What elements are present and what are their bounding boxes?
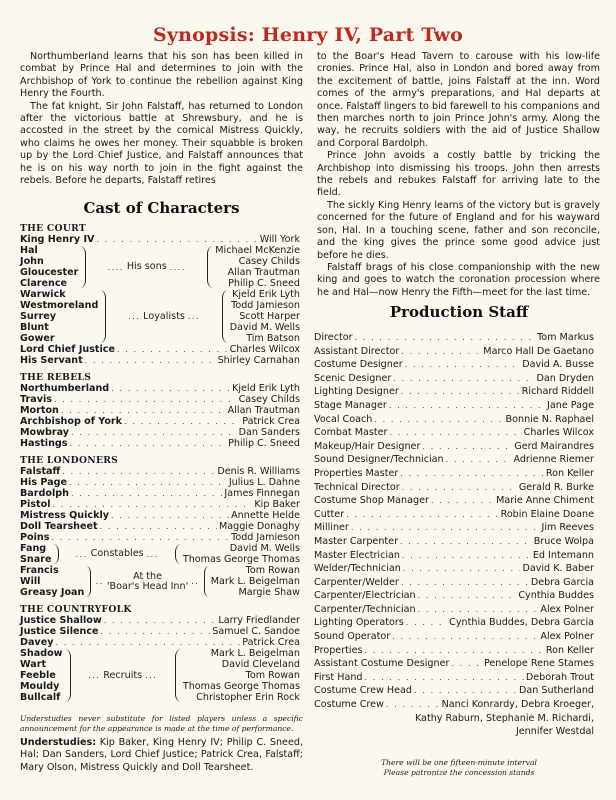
- staff-role: Carpenter/Technician: [314, 603, 416, 615]
- staff-role: Director: [314, 332, 353, 343]
- staff-row: [314, 494, 594, 508]
- role: Pistol: [20, 499, 51, 510]
- staff-role: Scenic Designer: [314, 372, 392, 384]
- dot-leader: [96, 234, 257, 245]
- role: Wart: [20, 659, 47, 670]
- dot-leader: [61, 405, 226, 416]
- dot-leader: [124, 416, 240, 427]
- role: Snare: [20, 554, 52, 565]
- staff-name: Cynthia Buddes, Debra Garcia: [449, 617, 594, 629]
- staff-row: [314, 453, 594, 467]
- staff-name: Adrienne Riemer: [513, 454, 594, 466]
- staff-role: Costume Crew Head: [314, 685, 413, 697]
- role: Poins: [20, 532, 50, 543]
- actor: Thomas George Thomas: [182, 681, 300, 692]
- actor: Patrick Crea: [242, 637, 300, 648]
- role: Bullcalf: [20, 692, 61, 703]
- staff-role: Technical Director: [314, 481, 400, 493]
- actor: Philip C. Sneed: [228, 438, 300, 449]
- staff-row: [314, 467, 594, 481]
- cast-row: [20, 438, 300, 449]
- staff-row: [314, 481, 594, 495]
- role: Warwick: [20, 289, 66, 300]
- right-brace-icon: [53, 544, 59, 564]
- dot-leader: [389, 426, 521, 440]
- role: Francis: [20, 565, 59, 576]
- staff-name: Charles Wilcox: [523, 427, 594, 439]
- staff-role: Lighting Designer: [314, 386, 399, 398]
- role: Falstaff: [20, 466, 61, 477]
- synopsis-paragraph: The fat knight, Sir John Falstaff, has returned to London after the victorious battle at Shrewsbury, and he is accosted in the street by the comical Mistress Quickly, who claims he owes her money. Their squabble is broken up by the Lord Chief Justice, and Falstaff announces that he is on his way north to join in the fight against the rebels. Before he departs, Falstaff retires: [20, 100, 303, 187]
- staff-row: [314, 508, 594, 522]
- staff-name: Ed Intemann: [532, 549, 594, 561]
- role: Morton: [20, 405, 59, 416]
- cast-row: [20, 416, 300, 427]
- role: Shadow: [20, 648, 63, 659]
- dot-leader: [392, 630, 538, 644]
- dot-leader: [401, 345, 481, 359]
- actor: Todd Jamieson: [231, 300, 300, 311]
- staff-role: Assistant Director: [314, 345, 400, 357]
- cast-row: [20, 405, 300, 416]
- role: Clarence: [20, 278, 68, 289]
- staff-role: Master Carpenter: [314, 535, 399, 547]
- group-heading-londoners: THE LONDONERS: [20, 455, 119, 466]
- synopsis-paragraph: The sickly King Henry learns of the victory but is gravely concerned for the future of England and for his wayward son, Hal. In a touching scene, father and son reconcile, and the king gives the prince some good advice just before he dies.: [317, 199, 600, 261]
- dot-leader: [111, 510, 229, 521]
- staff-name: Jim Reeves: [541, 522, 594, 534]
- cast-row: [20, 521, 300, 532]
- role: Blunt: [20, 322, 49, 333]
- staff-name: Richard Riddell: [521, 386, 594, 398]
- staff-title: Production Staff: [389, 303, 529, 321]
- cast-row: [20, 499, 300, 510]
- staff-name: Ron Keller: [545, 467, 594, 479]
- bracket-group-sons: [20, 245, 300, 289]
- actor: James Finnegan: [224, 488, 300, 499]
- production-staff-list: [314, 331, 594, 739]
- left-brace-icon: [207, 246, 213, 288]
- staff-name: Penelope Rene Stames: [483, 658, 594, 670]
- understudies-label: Understudies:: [20, 737, 97, 748]
- staff-role: Milliner: [314, 522, 349, 534]
- cast-row: [20, 383, 300, 394]
- role: John: [20, 256, 44, 267]
- staff-name: Deborah Trout: [525, 671, 594, 683]
- staff-name: Cynthia Buddes: [518, 590, 594, 602]
- role: Fang: [20, 543, 47, 554]
- role: Hal: [20, 245, 38, 256]
- dot-leader: [85, 355, 216, 366]
- staff-name: Marco Hall De Gaetano: [483, 345, 594, 357]
- page-title: Synopsis: Henry IV, Part Two: [153, 24, 463, 46]
- staff-row: [314, 399, 594, 413]
- cast-row: [20, 466, 300, 477]
- staff-row: [314, 562, 594, 576]
- dot-leader: [101, 626, 211, 637]
- role: Will: [20, 576, 41, 587]
- staff-name-continued: Kathy Raburn, Stephanie M. Richardi,: [414, 712, 594, 724]
- dot-leader: [71, 427, 237, 438]
- dot-leader: [100, 521, 217, 532]
- left-brace-icon: [175, 649, 181, 702]
- synopsis-paragraph: Northumberland learns that his son has been killed in combat by Prince Hal and determines to join with the Archbishop of York to continue the rebellion against King Henry the Fourth.: [20, 51, 303, 100]
- actor: Julius L. Dahne: [228, 477, 300, 488]
- left-brace-icon: [222, 290, 228, 343]
- group-heading-rebels: THE REBELS: [20, 372, 92, 383]
- actor: Charles Wilcox: [229, 344, 300, 355]
- actor: Tom Rowan: [245, 670, 300, 681]
- dot-leader: [451, 657, 482, 671]
- dot-leader: [104, 615, 217, 626]
- staff-role: First Hand: [314, 671, 363, 683]
- actor: Patrick Crea: [242, 416, 300, 427]
- staff-role: Vocal Coach: [314, 413, 373, 425]
- right-brace-icon: [65, 649, 71, 702]
- staff-row: [314, 657, 594, 671]
- actor: Tom Rowan: [245, 565, 300, 576]
- dot-leader: [117, 344, 228, 355]
- actor: Will York: [259, 234, 300, 245]
- staff-row: [314, 535, 594, 549]
- dot-leader: [346, 508, 498, 522]
- staff-name: Gerald R. Burke: [518, 481, 594, 493]
- staff-name: Gerd Mairandres: [514, 440, 594, 452]
- dot-leader: [403, 562, 521, 576]
- actor: Samuel C. Sandoe: [212, 626, 300, 637]
- actor: Mark L. Beigelman: [210, 648, 300, 659]
- staff-role: Combat Master: [314, 427, 388, 439]
- staff-name: Marie Anne Chiment: [496, 495, 594, 507]
- cast-row: [20, 637, 300, 648]
- role: His Servant: [20, 355, 83, 366]
- left-brace-icon: [204, 566, 208, 597]
- actor: David Cleveland: [221, 659, 300, 670]
- cast-row: [20, 427, 300, 438]
- role: Archbishop of York: [20, 416, 123, 427]
- dot-leader: [365, 671, 524, 685]
- bracket-group-boars-head-inn: [20, 565, 300, 598]
- synopsis-paragraph: Falstaff brags of his close companionship with the new king and goes to watch the coronation procession where he and Hal—now Henry the Fifth—meet for the last time.: [317, 261, 600, 298]
- role: King Henry IV: [20, 234, 95, 245]
- understudies-list: [20, 737, 303, 774]
- dot-leader: [70, 438, 227, 449]
- dot-leader: [418, 603, 539, 617]
- staff-row: [314, 630, 594, 644]
- dot-leader: [402, 549, 531, 563]
- role: His Page: [20, 477, 67, 488]
- staff-role: Sound Operator: [314, 631, 391, 643]
- role: Justice Silence: [20, 626, 99, 637]
- dot-leader: [422, 440, 512, 454]
- role: Feeble: [20, 670, 56, 681]
- actor: Philip C. Sneed: [228, 278, 300, 289]
- actor: Dan Sanders: [238, 427, 300, 438]
- role: Travis: [20, 394, 52, 405]
- dot-leader: [393, 372, 534, 386]
- role: Westmoreland: [20, 300, 99, 311]
- staff-role: Costume Shop Manager: [314, 495, 429, 507]
- staff-name: Dan Sutherland: [519, 685, 594, 697]
- actor: Mark L. Beigelman: [210, 576, 300, 587]
- staff-role: Assistant Costume Designer: [314, 658, 450, 670]
- actor: Casey Childs: [238, 394, 300, 405]
- dot-leader: [374, 413, 503, 427]
- staff-name: Tom Markus: [537, 332, 594, 343]
- actor: David M. Wells: [229, 322, 300, 333]
- staff-role: Costume Designer: [314, 359, 403, 371]
- cast-row: [20, 510, 300, 521]
- cast-row: [20, 344, 300, 355]
- staff-name: Debra Garcia: [530, 576, 594, 588]
- staff-role: Welder/Technician: [314, 563, 401, 575]
- staff-name: Bruce Wolpa: [533, 535, 594, 547]
- cast-row: [20, 532, 300, 543]
- dot-leader: [355, 331, 536, 345]
- dot-leader: [69, 477, 227, 488]
- dot-leader: [351, 521, 540, 535]
- staff-role: Lighting Operators: [314, 617, 404, 629]
- staff-name: Jane Page: [547, 399, 594, 411]
- dot-leader: [62, 466, 215, 477]
- staff-role: Costume Crew: [314, 699, 384, 711]
- actor: Denis R. Williams: [217, 466, 300, 477]
- understudies-text: Kip Baker, King Henry IV; Philip C. Sneed, Hal; Dan Sanders, Lord Chief Justice; Patrick Crea, Falstaff; Mary Olson, Mistress Quickly and Doll Tearsheet.: [20, 737, 303, 773]
- staff-row: [314, 426, 594, 440]
- group-label: ... Recruits ...: [88, 669, 158, 681]
- role: Gloucester: [20, 267, 79, 278]
- role: Justice Shallow: [20, 615, 102, 626]
- bracket-group-recruits: [20, 648, 300, 703]
- staff-role: Makeup/Hair Designer: [314, 440, 421, 452]
- role: Lord Chief Justice: [20, 344, 116, 355]
- staff-row: [314, 644, 594, 658]
- actor: Todd Jamieson: [231, 532, 300, 543]
- right-brace-icon: [100, 290, 106, 343]
- role: Surrey: [20, 311, 56, 322]
- group-heading-countryfolk: THE COUNTRYFOLK: [20, 604, 132, 615]
- dot-leader: [51, 532, 229, 543]
- group-label: .... His sons ....: [107, 261, 186, 272]
- actor: Thomas George Thomas: [182, 554, 300, 565]
- interval-note: There will be one fifteen-minute interval Please patronize the concession stands: [381, 758, 537, 777]
- staff-row: [314, 616, 594, 630]
- cast-row: [20, 234, 300, 245]
- cast-row: [20, 615, 300, 626]
- staff-role: Carpenter/Welder: [314, 576, 399, 588]
- dot-leader: [405, 358, 521, 372]
- dot-leader: [364, 644, 543, 658]
- staff-role: Master Electrician: [314, 549, 400, 561]
- dot-leader: [71, 488, 222, 499]
- dot-leader: [400, 467, 544, 481]
- actor: Annette Helde: [231, 510, 300, 521]
- synopsis-paragraph: Prince John avoids a costly battle by tricking the Archbishop into dismissing his troops. John then arrests the rebels and rebukes Falstaff for arriving late to the field.: [317, 150, 600, 199]
- dot-leader: [446, 453, 512, 467]
- actor: David M. Wells: [229, 543, 300, 554]
- group-heading-court: THE COURT: [20, 223, 87, 234]
- right-brace-icon: [80, 246, 86, 288]
- staff-row: [314, 385, 594, 399]
- dot-leader: [54, 394, 237, 405]
- role: Greasy Joan: [20, 587, 85, 598]
- cast-row: [20, 394, 300, 405]
- actor: Kjeld Erik Lyth: [232, 289, 300, 300]
- dot-leader: [386, 698, 440, 712]
- cast-row: [20, 477, 300, 488]
- staff-name: Alex Polner: [540, 603, 594, 615]
- dot-leader: [401, 385, 520, 399]
- staff-role: Carpenter/Electrician: [314, 590, 416, 602]
- staff-row: [314, 576, 594, 590]
- staff-row: [314, 549, 594, 563]
- staff-row: [314, 603, 594, 617]
- bracket-group-loyalists: [20, 289, 300, 344]
- right-brace-icon: [86, 566, 90, 597]
- dot-leader: [401, 576, 529, 590]
- actor: Casey Childs: [238, 256, 300, 267]
- dot-leader: [406, 616, 447, 630]
- staff-name: Alex Polner: [540, 631, 594, 643]
- left-brace-icon: [175, 544, 181, 564]
- staff-role: Properties Master: [314, 467, 399, 479]
- staff-name: David A. Busse: [522, 359, 594, 371]
- actor: Larry Friedlander: [218, 615, 300, 626]
- dot-leader: [414, 684, 517, 698]
- staff-role: Properties: [314, 644, 363, 656]
- actor: Maggie Donaghy: [218, 521, 300, 532]
- staff-name: Ron Keller: [545, 644, 594, 656]
- group-label: ... Constables ...: [75, 548, 159, 559]
- staff-name: Bonnie N. Raphael: [505, 413, 594, 425]
- dot-leader: [55, 637, 240, 648]
- dot-leader: [431, 494, 494, 508]
- staff-role: Cutter: [314, 508, 345, 520]
- staff-row: [314, 698, 594, 712]
- staff-name: Nanci Konrardy, Debra Kroeger,: [441, 699, 594, 711]
- dot-leader: [389, 399, 545, 413]
- synopsis-right-column: [317, 51, 600, 299]
- synopsis-left-column: [20, 51, 303, 187]
- staff-row: [314, 671, 594, 685]
- group-label: .. At the 'Boar's Head Inn' ..: [95, 570, 200, 592]
- staff-row: [314, 684, 594, 698]
- staff-row: [314, 413, 594, 427]
- role: Mistress Quickly: [20, 510, 110, 521]
- dot-leader: [402, 481, 517, 495]
- role: Gower: [20, 333, 55, 344]
- staff-name: Dan Dryden: [536, 372, 594, 384]
- role: Northumberland: [20, 383, 110, 394]
- staff-row: [314, 345, 594, 359]
- cast-list: [20, 223, 300, 703]
- actor: Christopher Erin Rock: [196, 692, 300, 703]
- staff-row: [314, 521, 594, 535]
- cast-row: [20, 488, 300, 499]
- role: Mowbray: [20, 427, 70, 438]
- role: Hastings: [20, 438, 68, 449]
- dot-leader: [53, 499, 253, 510]
- staff-row: [314, 372, 594, 386]
- actor: Margie Shaw: [238, 587, 300, 598]
- actor: Shirley Carnahan: [217, 355, 300, 366]
- cast-row: [20, 355, 300, 366]
- actor: Allan Trautman: [227, 267, 300, 278]
- actor: Kip Baker: [254, 499, 300, 510]
- dot-leader: [400, 535, 532, 549]
- cast-row: [20, 626, 300, 637]
- role: Doll Tearsheet: [20, 521, 98, 532]
- staff-name-continued: Jennifer Westdal: [515, 726, 594, 738]
- staff-row: [314, 589, 594, 603]
- role: Mouldy: [20, 681, 60, 692]
- staff-role: Stage Manager: [314, 399, 387, 411]
- dot-leader: [418, 589, 517, 603]
- group-label: ... Loyalists ...: [128, 310, 201, 322]
- understudy-policy-note: Understudies never substitute for listed players unless a specific announcement for the appearance is made at the time of performance.: [20, 714, 303, 733]
- staff-name: David K. Baber: [522, 563, 594, 575]
- staff-row: [314, 358, 594, 372]
- dot-leader: [111, 383, 230, 394]
- staff-row: [314, 440, 594, 454]
- bracket-group-constables: [20, 543, 300, 565]
- actor: Michael McKenzie: [215, 245, 300, 256]
- actor: Scott Harper: [239, 311, 300, 322]
- role: Bardolph: [20, 488, 69, 499]
- staff-name: Robin Elaine Doane: [500, 508, 594, 520]
- synopsis-paragraph: to the Boar's Head Tavern to carouse with his low-life cronies. Prince Hal, also in London and bored away from the excitement of battle, joins Falstaff at the inn. Word comes of the army's preparations, and Hal departs at once. Falstaff lingers to bid farewell to his companions and then marches north to join Prince John's army. Along the way, he recruits soldiers with the aid of Justice Shallow and Corporal Bardolph.: [317, 51, 600, 149]
- actor: Kjeld Erik Lyth: [232, 383, 300, 394]
- actor: Tim Batson: [246, 333, 300, 344]
- staff-role: Sound Designer/Technician: [314, 454, 444, 466]
- cast-title: Cast of Characters: [83, 199, 240, 217]
- role: Davey: [20, 637, 54, 648]
- actor: Allan Trautman: [227, 405, 300, 416]
- staff-row: [314, 331, 594, 345]
